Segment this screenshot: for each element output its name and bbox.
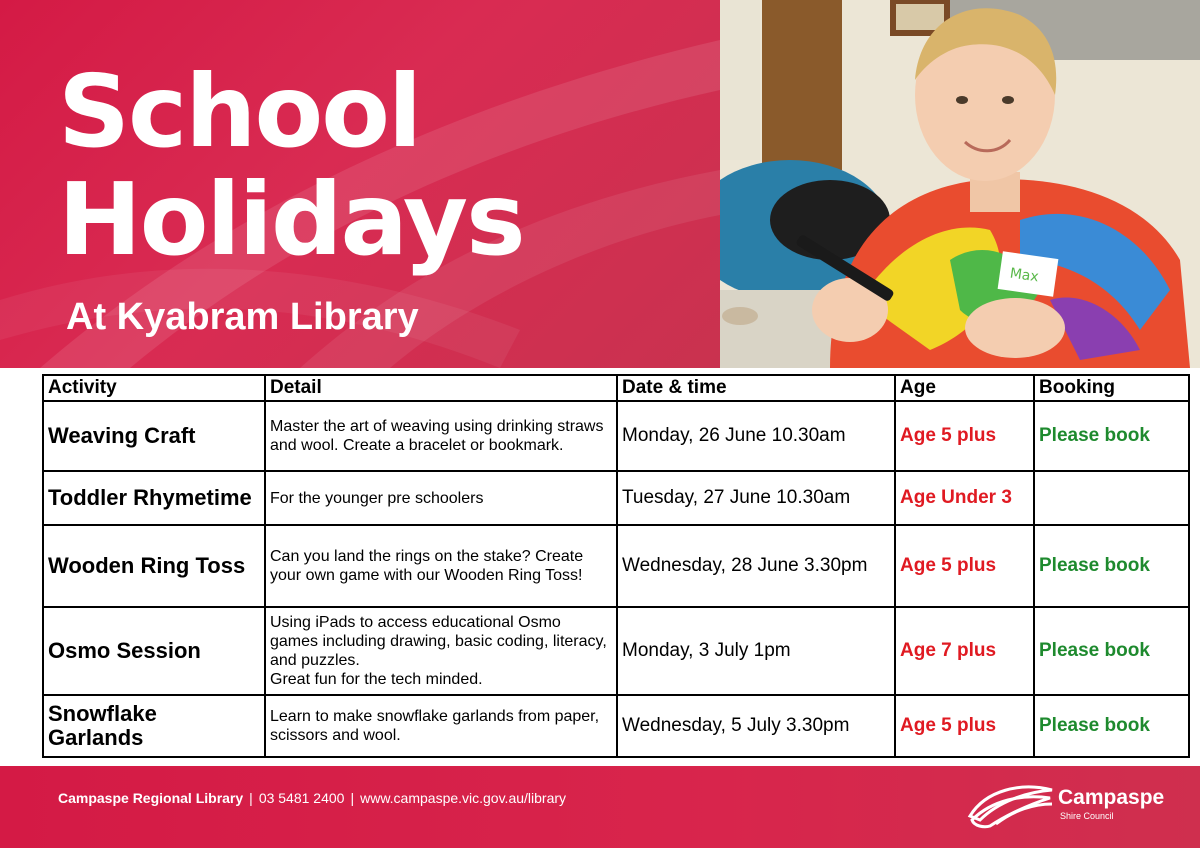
activity-age: Age 5 plus [895,401,1034,471]
activity-name: Wooden Ring Toss [43,525,265,607]
column-header-activity: Activity [43,375,265,401]
activity-name: Snowflake Garlands [43,695,265,757]
footer-phone[interactable]: 03 5481 2400 [258,790,345,806]
activity-date: Monday, 3 July 1pm [617,607,895,695]
activity-name: Weaving Craft [43,401,265,471]
activity-detail: For the younger pre schoolers [265,471,617,525]
activity-booking: Please book [1034,607,1189,695]
table-row [43,695,1189,757]
page-subtitle: At Kyabram Library [66,296,419,338]
table-row [43,525,1189,607]
footer-separator: | [249,790,253,806]
activity-name: Toddler Rhymetime [43,471,265,525]
table-row [43,401,1189,471]
activity-age: Age 5 plus [895,695,1034,757]
table-header-row [43,375,1189,401]
footer-contact [58,790,566,806]
activity-detail: Can you land the rings on the stake? Create your own game with our Wooden Ring Toss! [265,525,617,607]
title-line-2: Holidays [58,161,524,278]
child-photo [720,0,1200,368]
column-header-detail: Detail [265,375,617,401]
table-row [43,471,1189,525]
logo-name: Campaspe [1058,786,1165,809]
activity-age: Age 5 plus [895,525,1034,607]
header-banner [0,0,720,368]
column-header-date: Date & time [617,375,895,401]
child-crafting-image [720,0,1200,368]
table-row [43,607,1189,695]
activity-booking [1034,471,1189,525]
activity-age: Age 7 plus [895,607,1034,695]
footer-separator: | [350,790,355,806]
campaspe-swoosh-icon [966,780,1056,830]
logo-subtitle: Shire Council [1060,811,1114,821]
activity-date: Wednesday, 5 July 3.30pm [617,695,895,757]
campaspe-logo [966,780,1166,830]
activity-booking: Please book [1034,401,1189,471]
activity-booking: Please book [1034,525,1189,607]
title-line-1: School [58,53,421,170]
activity-detail: Learn to make snowflake garlands from paper, scissors and wool. [265,695,617,757]
footer-org-name: Campaspe Regional Library [58,790,244,806]
activity-date: Wednesday, 28 June 3.30pm [617,525,895,607]
footer-bar [0,766,1200,848]
activity-date: Monday, 26 June 10.30am [617,401,895,471]
activity-detail: Using iPads to access educational Osmo games including drawing, basic coding, literacy, and puzzles. Great fun for the tech minded. [265,607,617,695]
name-tag-text: Max [1008,265,1040,286]
footer-url[interactable]: www.campaspe.vic.gov.au/library [360,790,567,806]
column-header-booking: Booking [1034,375,1189,401]
page-title [58,53,524,278]
activity-age: Age Under 3 [895,471,1034,525]
activities-table [42,374,1190,758]
column-header-age: Age [895,375,1034,401]
activity-detail: Master the art of weaving using drinking straws and wool. Create a bracelet or bookmark. [265,401,617,471]
activity-date: Tuesday, 27 June 10.30am [617,471,895,525]
activity-booking: Please book [1034,695,1189,757]
activity-name: Osmo Session [43,607,265,695]
